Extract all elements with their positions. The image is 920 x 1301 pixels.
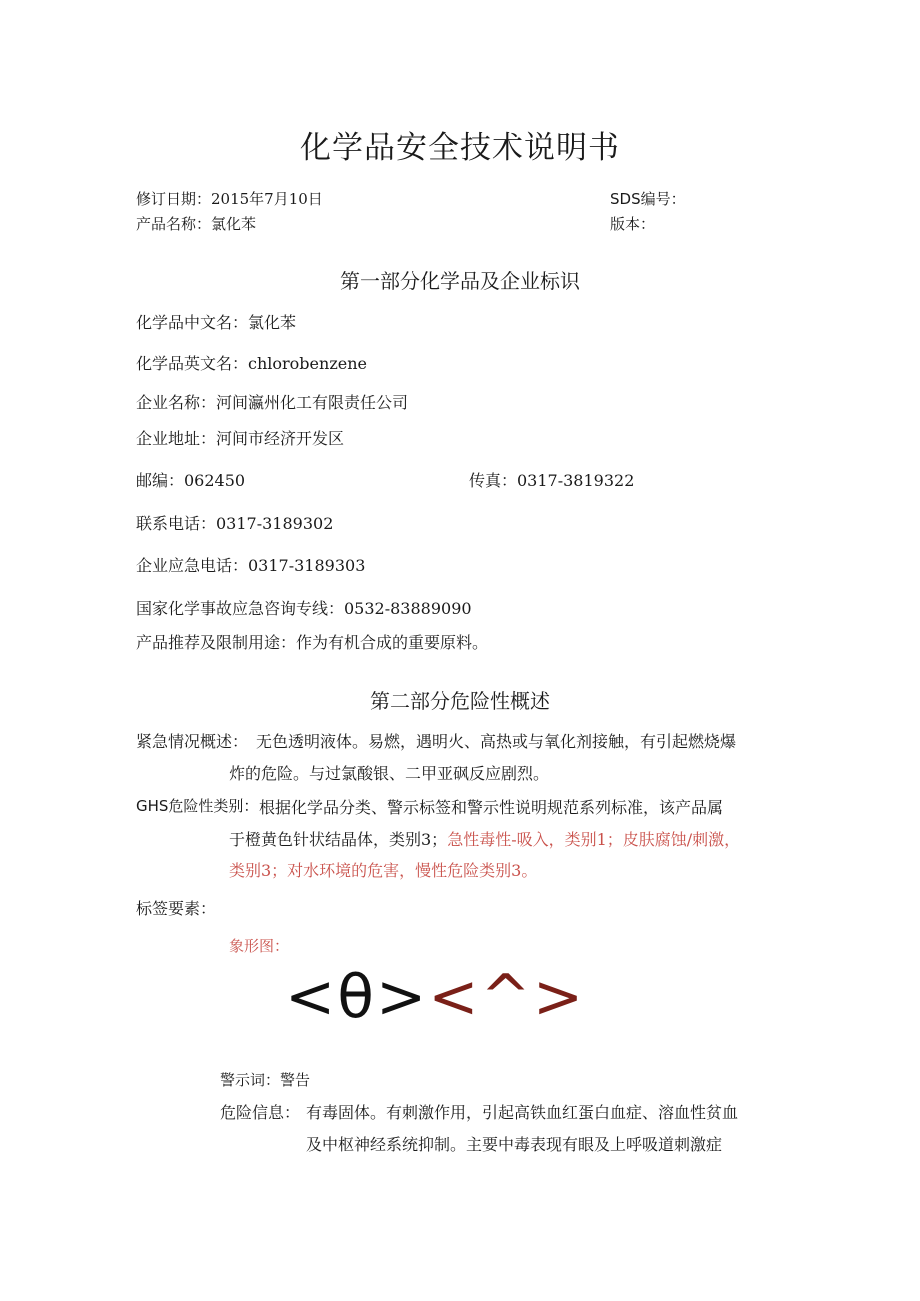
- section1-heading: 第一部分化学品及企业标识: [340, 269, 580, 293]
- cn-name: 化学品中文名：氯化苯: [136, 313, 297, 332]
- document-title: 化学品安全技术说明书: [300, 130, 620, 166]
- emergency-overview-line1: 无色透明液体。易燃，遇明火、高热或与氧化剂接触，有引起燃烧爆: [256, 732, 737, 751]
- fax: 传真：0317-3819322: [469, 471, 635, 490]
- national-hotline: 国家化学事故应急咨询专线：0532-83889090: [136, 599, 472, 618]
- company-name: 企业名称：河间瀛州化工有限责任公司: [136, 393, 409, 412]
- ghs-line2-text: 于橙黄色针状结晶体，类别3；: [229, 830, 448, 849]
- en-name: 化学品英文名：chlorobenzene: [136, 354, 367, 373]
- ghs-category-line2: [229, 827, 740, 850]
- company-address: 企业地址：河间市经济开发区: [136, 429, 345, 448]
- signal-word: 警示词：警告: [220, 1071, 311, 1089]
- recommended-use: 产品推荐及限制用途：作为有机合成的重要原料。: [136, 633, 489, 652]
- label-elements: 标签要素：: [136, 899, 217, 918]
- ghs-category-label: GHS危险性类别：: [136, 797, 259, 815]
- emergency-phone: 企业应急电话：0317-3189303: [136, 556, 366, 575]
- product-name: 产品名称：氯化苯: [136, 215, 257, 233]
- ghs-line2-highlight: 急性毒性-吸入，类别1；皮肤腐蚀/刺激，: [447, 830, 741, 849]
- ghs-category-line1: 根据化学品分类、警示标签和警示性说明规范系列标准，该产品属: [259, 798, 724, 817]
- ghs-category-line3: 类别3；对水环境的危害，慢性危险类别3。: [229, 861, 538, 880]
- contact-phone: 联系电话：0317-3189302: [136, 514, 334, 533]
- pictogram-warning-icon: <^>: [428, 962, 586, 1032]
- hazard-info-label: 危险信息：: [220, 1103, 301, 1122]
- hazard-pictograms: [285, 962, 585, 1032]
- sds-number: SDS编号：: [610, 190, 686, 208]
- emergency-overview-line2: 炸的危险。与过氯酸银、二甲亚砜反应剧烈。: [229, 764, 550, 783]
- emergency-overview-label: 紧急情况概述：: [136, 732, 249, 751]
- postcode: 邮编：062450: [136, 471, 246, 490]
- version: 版本：: [610, 215, 656, 233]
- hazard-info-line2: 及中枢神经系统抑制。主要中毒表现有眼及上呼吸道刺激症: [306, 1135, 723, 1154]
- pictogram-label: 象形图：: [229, 937, 290, 955]
- revision-date: 修订日期：2015年7月10日: [136, 190, 323, 208]
- pictogram-toxic-icon: <θ>: [285, 962, 429, 1032]
- hazard-info-line1: 有毒固体。有刺激作用，引起高铁血红蛋白血症、溶血性贫血: [306, 1103, 739, 1122]
- section2-heading: 第二部分危险性概述: [370, 689, 550, 713]
